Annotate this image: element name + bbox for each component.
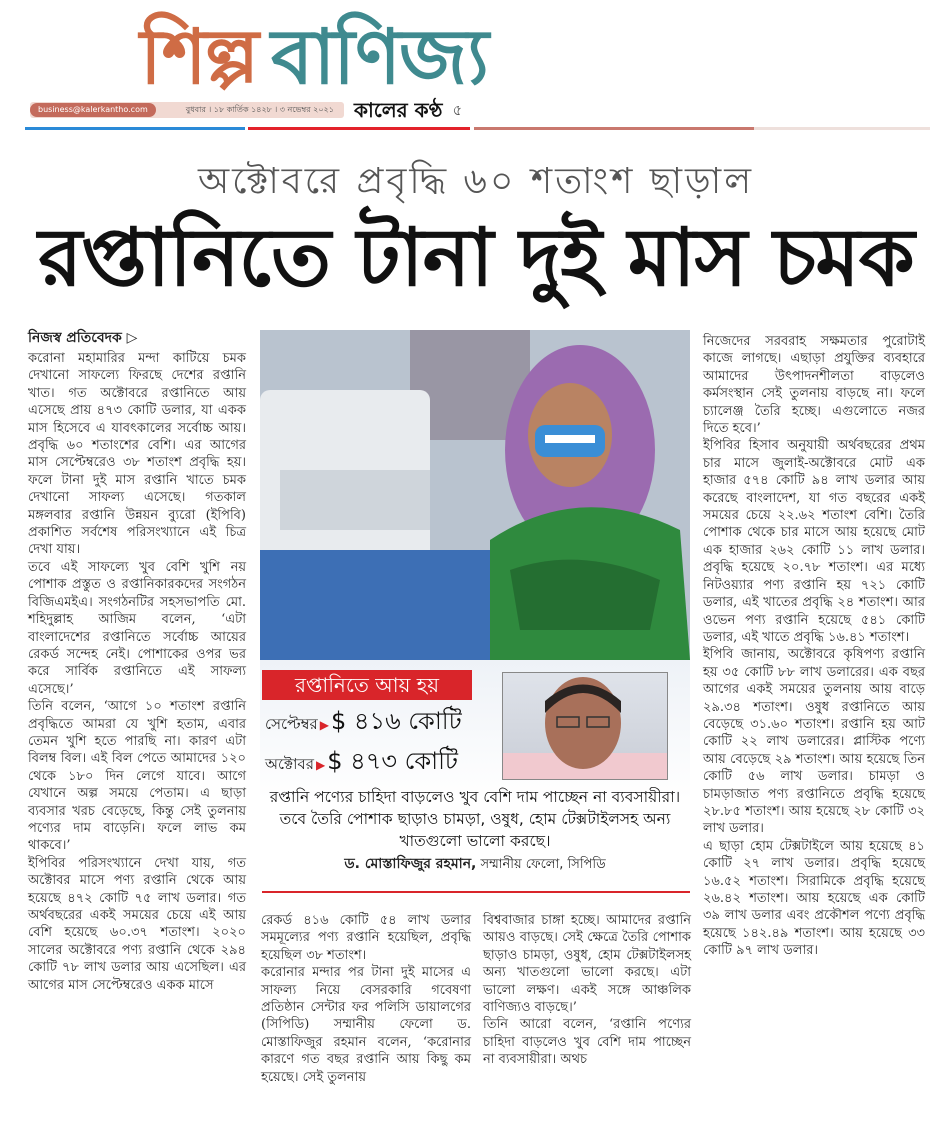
paragraph: ইপিবির পরিসংখ্যানে দেখা যায়, গত অক্টোবর মাসে পণ্য রপ্তানি থেকে আয় হয়েছে ৪৭২ কোটি ৭৫ লাখ ডলার। গত অর্থবছরের একই সময়ের চেয়ে এই আয় বেশি হয়েছে ৬০.৩৭ শতাংশ। ২০২০ সালের অক্টোবরে পণ্য রপ্তানি থেকে ২৯৪ কোটি ৭৮ লাখ ডলার আয় এসেছিল। এর আগের মাস সেপ্টেম্বরেও একক মাসে xyxy=(28,855,246,993)
section-logo-part2: বাণিজ্য xyxy=(270,12,488,101)
portrait-illustration xyxy=(503,673,668,780)
article-column-1 xyxy=(28,328,246,994)
paragraph: নিজেদের সরবরাহ সক্ষমতার পুরোটাই কাজে লাগছে। এছাড়া প্রযুক্তির ব্যবহারে আমাদের উৎপাদনশীলতা বাড়লেও কর্মসংস্থান সেই তুলনায় বাড়ছে না। ফলে চ্যালেঞ্জ তৈরি হচ্ছে। এগুলোতে নজর দিতে হবে।’ xyxy=(703,334,925,437)
title-block xyxy=(0,158,952,310)
arrow-right-icon: ▶ xyxy=(316,758,326,772)
article-column-3 xyxy=(483,912,691,1069)
paragraph: রেকর্ড ৪১৬ কোটি ৫৪ লাখ ডলার সমমূল্যের পণ্য রপ্তানি হয়েছিল, প্রবৃদ্ধি হয়েছিল ৩৮ শতাংশ। xyxy=(261,913,471,963)
paragraph: করোনার মন্দার পর টানা দুই মাসের এ সাফল্য নিয়ে বেসরকারি গবেষণা প্রতিষ্ঠান সেন্টার ফর পলিসি ডায়ালগের (সিপিডি) সম্মানীয় ফেলো ড. মোস্তাফিজুর রহমান বলেন, ‘করোনার কারণে গত বছর রপ্তানি আয় কিছু কম হয়েছে। সেই তুলনায় xyxy=(261,965,471,1085)
quote-name: ড. মোস্তাফিজুর রহমান, xyxy=(344,856,477,872)
byline: নিজস্ব প্রতিবেদক ▷ xyxy=(28,330,138,346)
infobox-title: রপ্তানিতে আয় হয় xyxy=(262,670,472,700)
masthead-bar xyxy=(30,98,462,122)
section-logo-part1: শিল্প xyxy=(140,12,257,101)
arrow-right-icon: ▶ xyxy=(319,718,330,732)
section-logo xyxy=(140,14,487,100)
rule-light xyxy=(754,127,930,130)
stat-september xyxy=(262,706,498,740)
article-column-2 xyxy=(261,912,471,1086)
rule-rose xyxy=(474,127,754,130)
stat-value: $ ৪৭৩ কোটি xyxy=(327,747,459,775)
stat-list xyxy=(262,670,498,780)
newspaper-name: কালের কণ্ঠ xyxy=(353,98,443,122)
quote-title: সম্মানীয় ফেলো, সিপিডি xyxy=(480,857,606,872)
paragraph: ইপিবি জানায়, অক্টোবরে কৃষিপণ্য রপ্তানি হয় ৩৫ কোটি ৮৮ লাখ ডলারের। এক বছর আগের একই সময়ের তুলনায় আয় বাড়ে ২৯.৩৪ শতাংশ। ওষুধ রপ্তানিতে আয় বেড়েছে ৩১.৬০ শতাংশ। রপ্তানি হয় আট কোটি ২২ লাখ ডলারের। প্লাস্টিক পণ্যে আয় বেড়েছে ২৯ শতাংশ। আয় হয়েছে তিন কোটি ৫৬ লাখ ডলার। চামড়া ও চামড়াজাত পণ্য রপ্তানিতে প্রবৃদ্ধি হয়েছে ২৮.৮৫ শতাংশ। আয় হয়েছে ২৮ কোটি ৩২ লাখ ডলার। xyxy=(703,647,925,837)
email-link[interactable]: business@kalerkantho.com xyxy=(30,103,156,117)
paragraph: এ ছাড়া হোম টেক্সটাইলে আয় হয়েছে ৪১ কোটি ২৭ লাখ ডলার। প্রবৃদ্ধি হয়েছে ১৬.৫২ শতাংশ। সিরামিকে প্রবৃদ্ধি হয়েছে ২৬.৪২ শতাংশ। আয় হয়েছে এক কোটি ৩৯ লাখ ডলার এবং প্রকৌশল পণ্যে প্রবৃদ্ধি হয়েছে ১৪২.৪৯ শতাংশ। আয় হয়েছে ৩৩ কোটি ৯৭ লাখ ডলার। xyxy=(703,838,925,959)
garment-worker-photo xyxy=(260,330,690,660)
kicker: অক্টোবরে প্রবৃদ্ধি ৬০ শতাংশ ছাড়াল xyxy=(197,161,755,202)
portrait-photo xyxy=(502,672,668,780)
quote-block xyxy=(262,786,688,875)
quote-attribution xyxy=(344,854,605,875)
stat-month: অক্টোবর xyxy=(265,755,315,773)
headline: রপ্তানিতে টানা দুই মাস চমক xyxy=(38,211,914,304)
divider xyxy=(262,891,690,893)
pull-quote: রপ্তানি পণ্যের চাহিদা বাড়লেও খুব বেশি দাম পাচ্ছেন না ব্যবসায়ীরা। তবে তৈরি পোশাক ছাড়াও চামড়া, ওষুধ, হোম টেক্সটাইলসহ অন্য খাতগুলো ভালো করছে। xyxy=(269,788,681,850)
stat-value: $ ৪১৬ কোটি xyxy=(331,707,462,735)
stat-october xyxy=(262,746,498,780)
date-strip xyxy=(30,102,344,118)
article-column-4 xyxy=(703,333,925,960)
paragraph: ইপিবির হিসাব অনুযায়ী অর্থবছরের প্রথম চার মাসে জুলাই-অক্টোবরে মোট এক হাজার ৫৭৪ কোটি ৯৪ লাখ ডলার আয় করেছে বাংলাদেশ, যা গত বছরের একই সময়ের চেয়ে ২২.৬২ শতাংশ বেশি। তৈরি পোশাক থেকে চার মাসে আয় হয়েছে মোট এক হাজার ২৬২ কোটি ১১ লাখ ডলার। প্রবৃদ্ধি হয়েছে ২০.৭৮ শতাংশ। এর মধ্যে নিটওয়্যার পণ্য রপ্তানি হয় ৭২১ কোটি ডলার, এই খাতের প্রবৃদ্ধি ২৪ শতাংশ। আর ওভেন পণ্য রপ্তানি হয়েছে ৫৪১ কোটি ডলার, এই খাতে প্রবৃদ্ধি ১৬.৪১ শতাংশ। xyxy=(703,438,925,645)
rule-red xyxy=(248,127,470,130)
paragraph: করোনা মহামারির মন্দা কাটিয়ে চমক দেখানো সাফল্যে ফিরছে দেশের রপ্তানি খাত। গত অক্টোবরে রপ্তানিতে আয় এসেছে প্রায় ৪৭৩ কোটি ডলার, যা একক মাস হিসেবে এ যাবৎকালের সর্বোচ্চ আয়। প্রবৃদ্ধি ৬০ শতাংশের বেশি। এর আগের মাস সেপ্টেম্বরেও ৩৮ শতাংশ প্রবৃদ্ধি হয়। ফলে টানা দুই মাস রপ্তানি খাতে চমক দেখানো সাফল্য এসেছে। গতকাল মঙ্গলবার রপ্তানি উন্নয়ন ব্যুরো (ইপিবি) প্রকাশিত সর্বশেষ পরিসংখ্যানে এই চিত্র দেখা যায়। xyxy=(28,351,246,558)
paragraph: তিনি আরো বলেন, ‘রপ্তানি পণ্যের চাহিদা বাড়লেও খুব বেশি দাম পাচ্ছেন না ব্যবসায়ীরা। অথচ xyxy=(483,1017,691,1068)
paragraph: বিশ্ববাজার চাঙ্গা হচ্ছে। আমাদের রপ্তানি আয়ও বাড়ছে। সেই ক্ষেত্রে তৈরি পোশাক ছাড়াও চামড়া, ওষুধ, হোম টেক্সটাইলসহ অন্য খাতগুলো ভালো করছে। এটা ভালো লক্ষণ। একই সঙ্গে আঞ্চলিক বাণিজ্যও বাড়ছে।’ xyxy=(483,913,691,1016)
stat-month: সেপ্টেম্বর xyxy=(265,715,318,733)
photo-illustration xyxy=(260,330,690,660)
paragraph: তবে এই সাফল্যে খুব বেশি খুশি নয় পোশাক প্রস্তুত ও রপ্তানিকারকদের সংগঠন বিজিএমইএ। সংগঠনটির সহসভাপতি মো. শহিদুল্লাহ আজিম বলেন, ‘এটা বাংলাদেশের রপ্তানিতে সর্বোচ্চ আয়ের রেকর্ড সন্দেহ নেই। পোশাকের ওপর ভর করে সার্বিক রপ্তানিতে এই সাফল্য এসেছে।’ xyxy=(28,559,246,697)
paragraph: তিনি বলেন, ‘আগে ১০ শতাংশ রপ্তানি প্রবৃদ্ধিতে আমরা যে খুশি হতাম, এবার তেমন খুশি হতে পারছি না। কারণ এটা বিলম্ব বিল। এই বিল পেতে আমাদের ১২০ থেকে ১৮০ দিন লেগে যাবে। আগে যেখানে অল্প সময়ে পেতাম। এ ছাড়া ব্যবসার খরচ বেড়েছে, কিন্তু সেই তুলনায় পণ্যের দাম বাড়েনি। ফলে লাভ কম থাকবে।’ xyxy=(28,699,246,854)
issue-date: বুধবার । ১৮ কার্তিক ১৪২৮ । ৩ নভেম্বর ২০২১ xyxy=(185,105,334,114)
rule-blue xyxy=(25,127,245,130)
page-number: ৫ xyxy=(452,101,463,119)
